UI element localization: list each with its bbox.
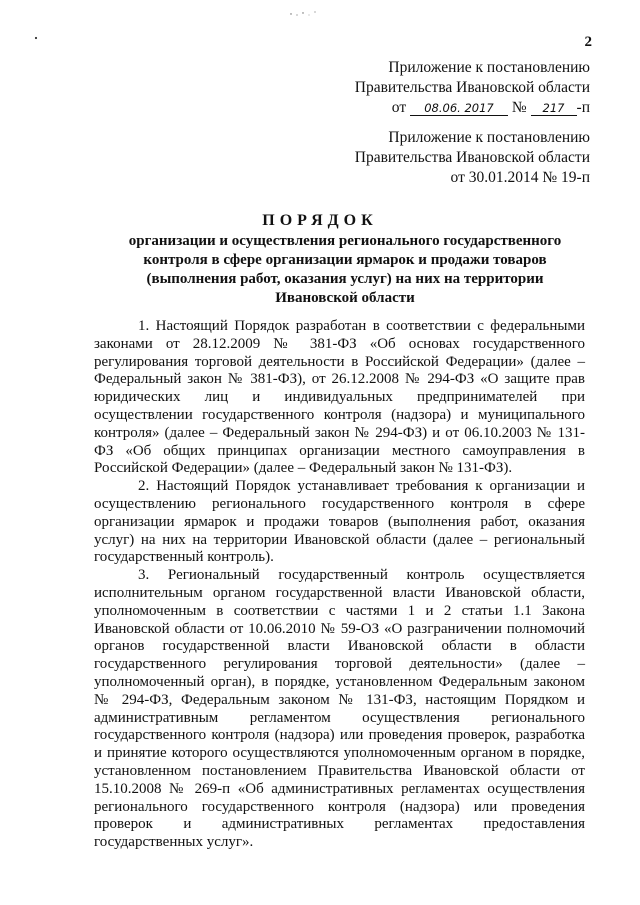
paragraph-3: 3. Региональный государственный контроль осуществляется исполнительным органом государственной власти Ивановской области, уполномоченным в соответствии с частями 1 и 2 статьи 1.1 Закона Ивановской области от 10.06.2010 № 59-ОЗ «О разграничении полномочий органов государственной власти Ивановской области в области государственного регулирования торговой деятельности» (далее – уполномоченный орган), в порядке, установленном Федеральным законом № 294-ФЗ, Федеральным законом № 131-ФЗ, настоящим Порядком и административным регламентом осуществления регионального государственного контроля (надзора) или проведения проверок, разработка и принятие которого осуществляются уполномоченным органом в порядке, установленном постановлением Правительства Ивановской области от 15.10.2008 № 269-п «Об административных регламентах осуществления регионального государственного контроля (надзора) или проведения проверок и административных регламентах предоставления государственных услуг». (94, 567, 585, 851)
page-number: 2 (584, 34, 592, 50)
handwritten-number: 217 (531, 101, 577, 116)
appendix-heading-current (355, 58, 590, 118)
appendix-heading-original (355, 128, 590, 188)
paragraph-1: 1. Настоящий Порядок разработан в соответствии с федеральными законами от 28.12.2009 № 381-ФЗ «Об основах государственного регулирования торговой деятельности в Российской Федерации» (далее – Федеральный закон № 381-ФЗ), от 26.12.2008 № 294-ФЗ «О защите прав юридических лиц и индивидуальных предпринимателей при осуществлении государственного контроля (надзора) и муниципального контроля» (далее – Федеральный закон № 294-ФЗ) и от 06.10.2003 № 131-ФЗ «Об общих принципах организации местного самоуправления в Российской Федерации» (далее – Федеральный закон № 131-ФЗ). (94, 318, 585, 477)
document-body (94, 318, 585, 852)
document-subtitle: организации и осуществления регионального государственного контроля в сфере организации ярмарок и продажи товаров (выполнения работ, оказания услуг) на них на территории Ивановской области (128, 233, 562, 306)
document-title: ПОРЯДОК (262, 212, 378, 229)
appendix-line-2: Правительства Ивановской области (354, 79, 590, 96)
appendix-line-1: Приложение к постановлению (388, 59, 590, 76)
appendix-line-1: Приложение к постановлению (388, 129, 590, 146)
appendix-date-line (355, 98, 590, 118)
handwritten-date: 08.06. 2017 (410, 101, 508, 116)
number-suffix: -п (576, 99, 590, 116)
paragraph-2: 2. Настоящий Порядок устанавливает требования к организации и осуществлению регионального государственного контроля в сфере организации ярмарок и продажи товаров (выполнения работ, оказания услуг) на них на территории Ивановской области (далее – региональный государственный контроль). (94, 478, 585, 566)
scan-specks-decoration (0, 0, 640, 60)
appendix-line-3: от 30.01.2014 № 19-п (450, 169, 590, 186)
from-label: от (391, 99, 407, 116)
appendix-line-2: Правительства Ивановской области (354, 149, 590, 166)
number-label: № (511, 99, 527, 116)
